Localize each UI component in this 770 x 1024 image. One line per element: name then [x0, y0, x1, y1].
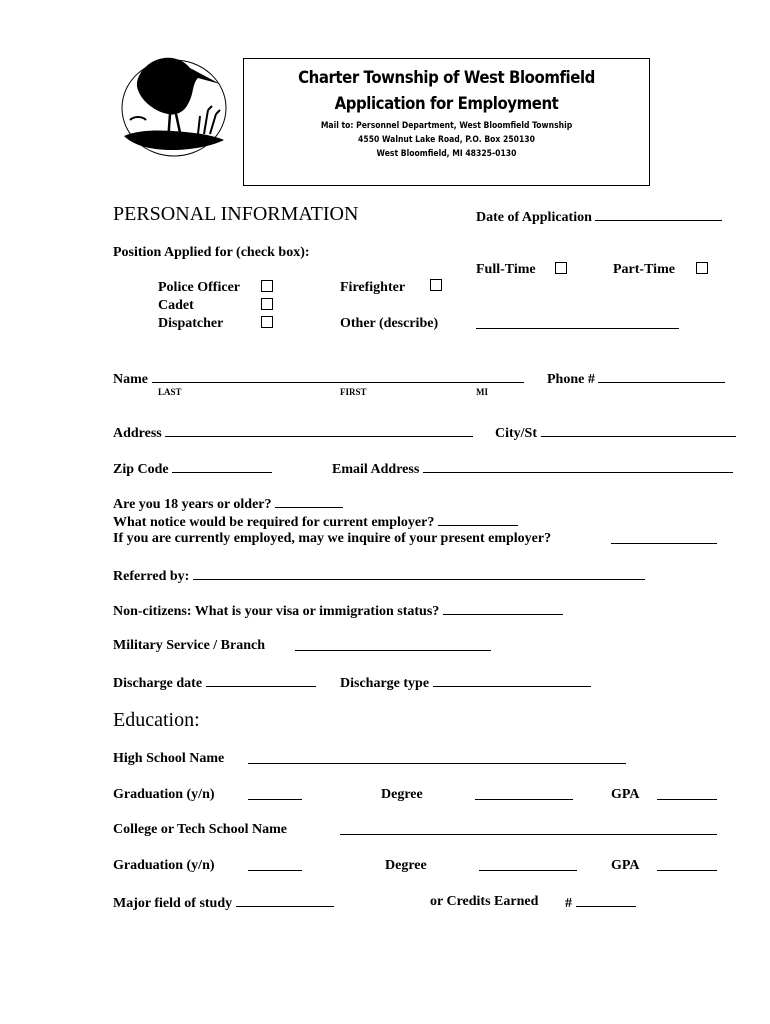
mi-sublabel: MI — [476, 387, 488, 397]
other-field[interactable] — [476, 316, 679, 329]
credits-field[interactable] — [576, 894, 636, 907]
mail-line-2: 4550 Walnut Lake Road, P.O. Box 250130 — [358, 135, 535, 145]
city-label: City/St — [495, 426, 537, 441]
hs-name-field[interactable] — [248, 751, 626, 764]
cadet-checkbox[interactable] — [261, 298, 273, 310]
discharge-type-label: Discharge type — [340, 676, 430, 691]
notice-field[interactable] — [438, 513, 518, 526]
visa-field[interactable] — [443, 602, 563, 615]
header-subtitle: Application for Employment — [334, 94, 559, 114]
other-label: Other (describe) — [340, 316, 439, 331]
discharge-date-field[interactable] — [206, 674, 316, 687]
military-field[interactable] — [295, 638, 491, 651]
header-box — [243, 58, 650, 186]
college-degree-label: Degree — [385, 858, 427, 873]
hs-name-label: High School Name — [113, 751, 225, 766]
referred-field[interactable] — [193, 567, 645, 580]
dispatcher-label: Dispatcher — [158, 316, 224, 331]
part-time-label: Part-Time — [613, 262, 675, 277]
name-label: Name — [113, 372, 148, 387]
name-field[interactable] — [152, 370, 524, 383]
section-heading-education: Education: — [113, 709, 200, 731]
credits-label: or Credits Earned — [430, 894, 539, 909]
mail-line-3: West Bloomfield, MI 48325-0130 — [376, 149, 517, 159]
age-question: Are you 18 years or older? — [113, 497, 272, 512]
firefighter-checkbox[interactable] — [430, 279, 442, 291]
military-label: Military Service / Branch — [113, 638, 266, 653]
college-name-field[interactable] — [340, 822, 717, 835]
date-label: Date of Application — [476, 210, 592, 225]
hs-degree-field[interactable] — [475, 787, 573, 800]
heron-logo-icon — [112, 50, 232, 160]
part-time-checkbox[interactable] — [696, 262, 708, 274]
address-field[interactable] — [165, 424, 473, 437]
hs-degree-label: Degree — [381, 787, 423, 802]
dispatcher-checkbox[interactable] — [261, 316, 273, 328]
college-graduation-label: Graduation (y/n) — [113, 858, 215, 873]
police-label: Police Officer — [158, 280, 241, 295]
phone-label: Phone # — [547, 372, 595, 387]
notice-question: What notice would be required for current employer? — [113, 515, 435, 530]
full-time-checkbox[interactable] — [555, 262, 567, 274]
age-field[interactable] — [275, 495, 343, 508]
last-sublabel: LAST — [158, 387, 182, 397]
email-label: Email Address — [332, 462, 420, 477]
college-gpa-label: GPA — [611, 858, 640, 873]
full-time-label: Full-Time — [476, 262, 536, 277]
first-sublabel: FIRST — [340, 387, 367, 397]
zip-label: Zip Code — [113, 462, 169, 477]
hs-gpa-label: GPA — [611, 787, 640, 802]
firefighter-label: Firefighter — [340, 280, 406, 295]
police-checkbox[interactable] — [261, 280, 273, 292]
hs-gpa-field[interactable] — [657, 787, 717, 800]
inquire-field[interactable] — [611, 531, 717, 544]
zip-field[interactable] — [172, 460, 272, 473]
college-gpa-field[interactable] — [657, 858, 717, 871]
visa-question: Non-citizens: What is your visa or immigration status? — [113, 604, 440, 619]
discharge-type-field[interactable] — [433, 674, 591, 687]
referred-label: Referred by: — [113, 569, 190, 584]
mail-line-1: Mail to: Personnel Department, West Bloomfield Township — [320, 121, 573, 131]
college-degree-field[interactable] — [479, 858, 577, 871]
major-field[interactable] — [236, 894, 334, 907]
college-graduation-field[interactable] — [248, 858, 302, 871]
phone-field[interactable] — [598, 370, 725, 383]
college-name-label: College or Tech School Name — [113, 822, 287, 837]
position-label: Position Applied for (check box): — [113, 245, 310, 260]
major-label: Major field of study — [113, 896, 233, 911]
discharge-date-label: Discharge date — [113, 676, 203, 691]
address-label: Address — [113, 426, 162, 441]
hs-graduation-field[interactable] — [248, 787, 302, 800]
hs-graduation-label: Graduation (y/n) — [113, 787, 215, 802]
email-field[interactable] — [423, 460, 733, 473]
inquire-question: If you are currently employed, may we inquire of your present employer? — [113, 531, 552, 546]
date-field[interactable] — [595, 208, 722, 221]
credits-hash: # — [565, 896, 572, 911]
city-field[interactable] — [541, 424, 736, 437]
cadet-label: Cadet — [158, 298, 194, 313]
header-title: Charter Township of West Bloomfield — [298, 68, 595, 88]
section-heading-personal: PERSONAL INFORMATION — [113, 203, 359, 225]
